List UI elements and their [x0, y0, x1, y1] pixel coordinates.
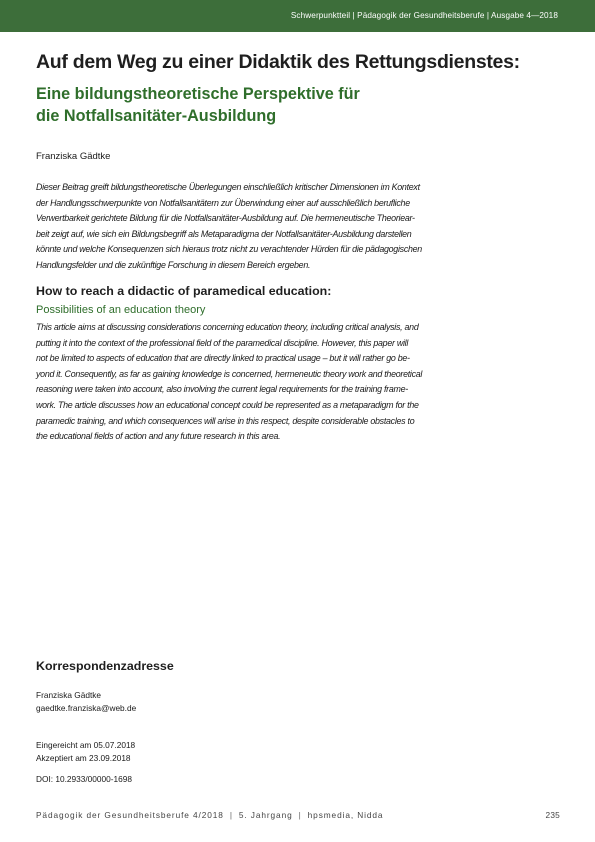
abstract-line: paramedic training, and which consequences will arise in this respect, despite considerable obstacles to — [36, 415, 415, 426]
article-title: Auf dem Weg zu einer Didaktik des Rettungsdienstes: — [36, 51, 520, 73]
footer-separator: | — [229, 810, 233, 820]
abstract-line: Verwertbarkeit gerichtete Bildung für die Notfallsanitäter-Ausbildung auf. Die hermeneutische Theoriear- — [36, 213, 415, 224]
footer-separator: | — [298, 810, 302, 820]
abstract-line: beit zeigt auf, wie sich ein Bildungsbegriff als Metaparadigma der Notfallsanitäter-Ausbildung darstellen — [36, 228, 412, 239]
author-name: Franziska Gädtke — [36, 151, 111, 162]
english-title: How to reach a didactic of paramedical education: — [36, 284, 332, 298]
correspondence-contact — [36, 689, 136, 715]
abstract-german — [36, 180, 559, 274]
submission-dates — [36, 739, 135, 765]
doi-text: DOI: 10.2933/00000-1698 — [36, 774, 132, 784]
page-number: 235 — [545, 810, 560, 820]
abstract-english — [36, 320, 559, 445]
footer-publisher: hpsmedia, Nidda — [307, 810, 384, 820]
header-bar — [0, 0, 595, 32]
abstract-line: Dieser Beitrag greift bildungstheoretische Überlegungen einschließlich kritischer Dimensionen im Kontext — [36, 182, 420, 192]
english-subtitle: Possibilities of an education theory — [36, 304, 206, 316]
subtitle-line: die Notfallsanitäter-Ausbildung — [36, 107, 277, 125]
abstract-line: Handlungsfelder und die zukünftige Forschung in diesem Bereich ergeben. — [36, 259, 311, 270]
received-date: Eingereicht am 05.07.2018 — [36, 740, 136, 750]
contact-name: Franziska Gädtke — [36, 690, 102, 700]
article-subtitle — [36, 83, 556, 127]
correspondence-heading: Korrespondenzadresse — [36, 659, 174, 673]
abstract-line: the educational fields of action and any future research in this area. — [36, 431, 281, 442]
abstract-line: yond it. Consequently, as far as gaining knowledge is concerned, hermeneutic theory work and theoretical — [36, 368, 423, 379]
footer-journal: Pädagogik der Gesundheitsberufe 4/2018 — [36, 810, 224, 820]
abstract-line: der Handlungsschwerpunkte von Notfallsanitätern zur Überwindung einer auf ausschließlich berufliche — [36, 197, 410, 208]
page-footer — [36, 810, 560, 824]
abstract-line: putting it into the context of the professional field of the paramedical discipline. However, this paper will — [36, 337, 409, 348]
contact-email[interactable]: gaedtke.franziska@web.de — [36, 702, 137, 713]
abstract-line: reasoning were taken into account, also involving the current legal requirements for the training frame- — [36, 384, 408, 395]
abstract-line: work. The article discusses how an educational concept could be represented as a metaparadigm for the — [36, 399, 419, 410]
subtitle-line: Eine bildungstheoretische Perspektive für — [36, 85, 360, 103]
accepted-date: Akzeptiert am 23.09.2018 — [36, 752, 131, 763]
doi — [36, 773, 132, 786]
footer-volume: 5. Jahrgang — [238, 810, 293, 820]
footer-info — [36, 810, 383, 820]
abstract-line: not be limited to aspects of education that are directly linked to practical usage – but it will rather go be- — [36, 353, 410, 364]
abstract-line: This article aims at discussing considerations concerning education theory, including critical analysis, and — [36, 322, 419, 332]
running-head: Schwerpunktteil | Pädagogik der Gesundheitsberufe | Ausgabe 4—2018 — [290, 11, 558, 20]
abstract-line: könnte und welche Konsequenzen sich hieraus trotz nicht zu verachtender Hürden für die pädagogischen — [36, 244, 422, 255]
